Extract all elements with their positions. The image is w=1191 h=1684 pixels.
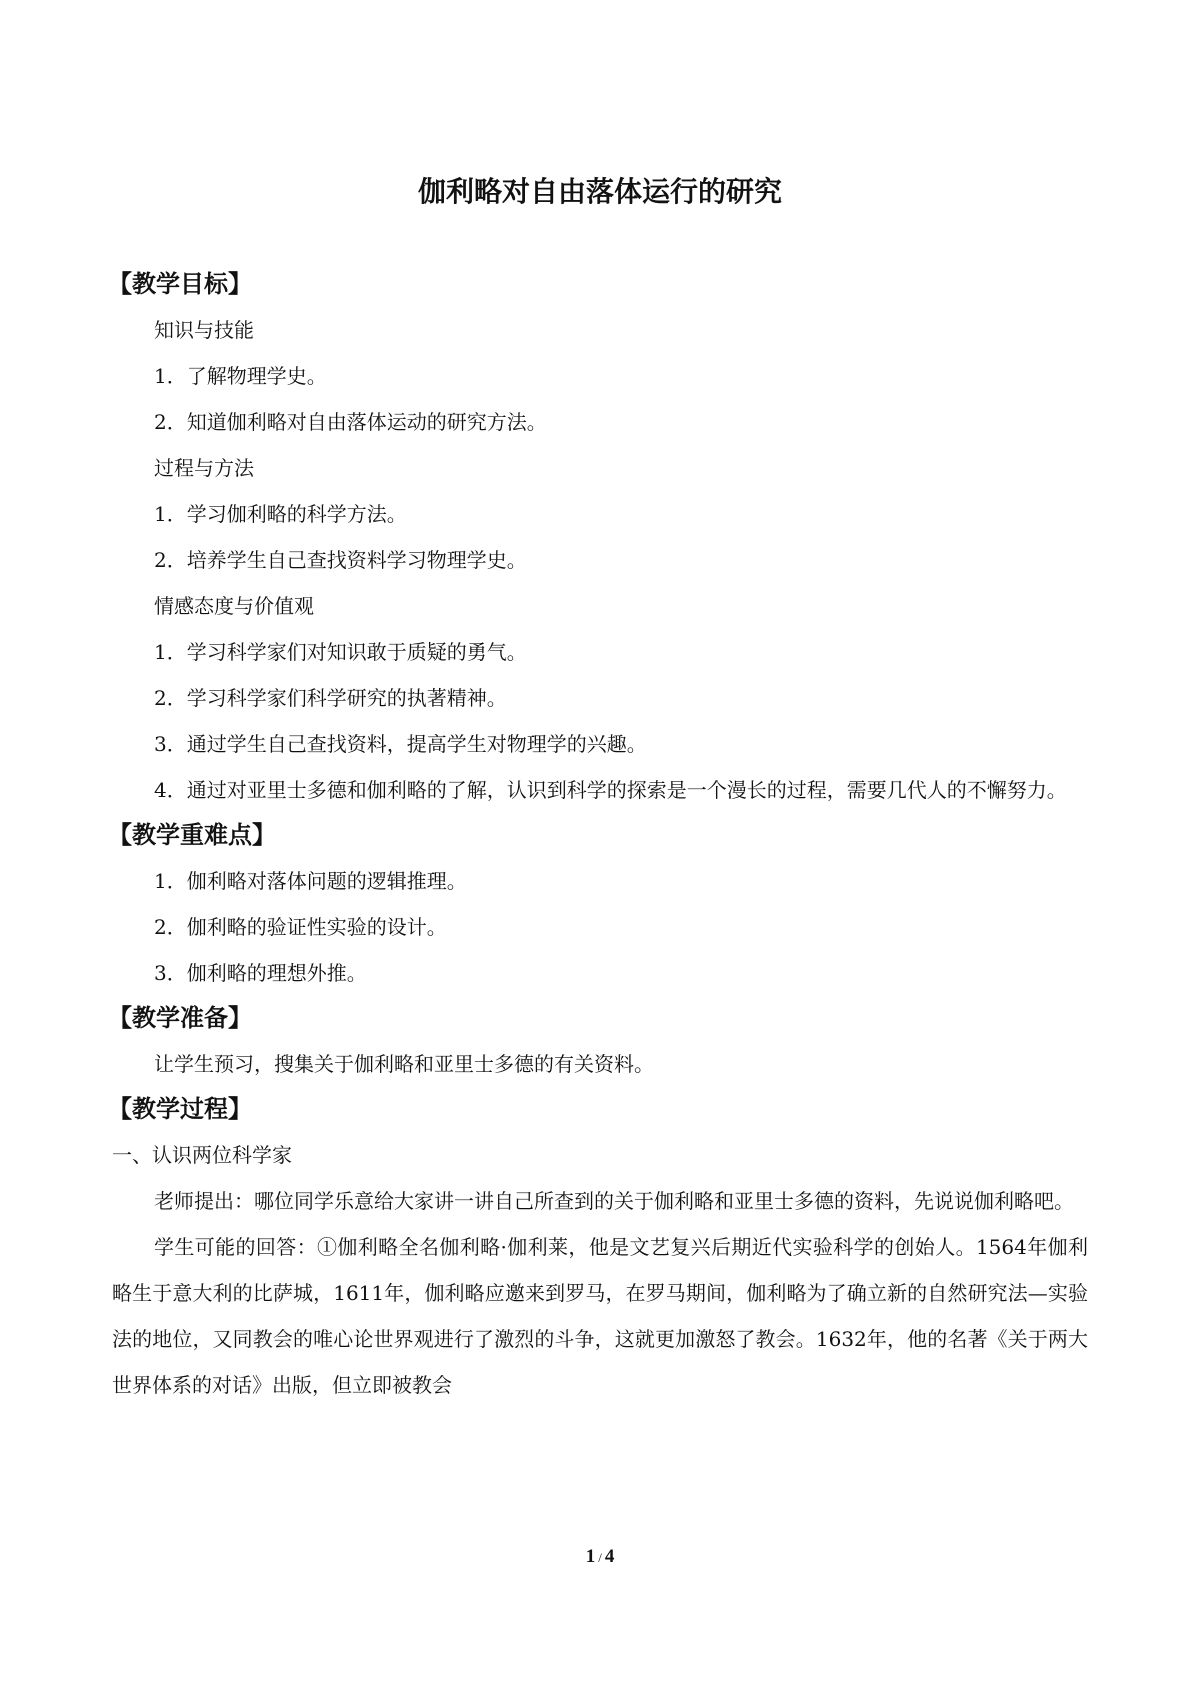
list-item: 2．学习科学家们科学研究的执著精神。: [154, 686, 507, 710]
total-pages-number: 4: [604, 1546, 615, 1567]
process-method-heading: 过程与方法: [154, 456, 254, 480]
preparation-heading: 【教学准备】: [108, 1004, 252, 1032]
list-item: 1．学习科学家们对知识敢于质疑的勇气。: [154, 640, 527, 664]
preparation-text: 让学生预习，搜集关于伽利略和亚里士多德的有关资料。: [154, 1052, 654, 1076]
page-number: [112, 1542, 1088, 1573]
list-item: 1．伽利略对落体问题的逻辑推理。: [154, 869, 467, 893]
list-item: 1．学习伽利略的科学方法。: [154, 502, 407, 526]
paragraph: 学生可能的回答：①伽利略全名伽利略·伽利莱，他是文艺复兴后期近代实验科学的创始人。1564年伽利略生于意大利的比萨城，1611年，伽利略应邀来到罗马，在罗马期间，伽利略为了确立新的自然研究法—实验法的地位，又同教会的唯心论世界观进行了激烈的斗争，这就更加激怒了教会。1632年，他的名著《关于两大世界体系的对话》出版，但立即被教会: [112, 1235, 1088, 1397]
process-heading: 【教学过程】: [108, 1095, 252, 1123]
page-separator: /: [598, 1550, 602, 1565]
list-item: 1．了解物理学史。: [154, 364, 327, 388]
current-page-number: 1: [585, 1546, 596, 1567]
paragraph: 老师提出：哪位同学乐意给大家讲一讲自己所查到的关于伽利略和亚里士多德的资料，先说说伽利略吧。: [154, 1189, 1074, 1213]
process-subheading: 一、认识两位科学家: [112, 1143, 292, 1167]
document-title: 伽利略对自由落体运行的研究: [417, 175, 782, 208]
list-item: 2．知道伽利略对自由落体运动的研究方法。: [154, 410, 547, 434]
objectives-heading: 【教学目标】: [108, 270, 252, 298]
document-body: [108, 262, 1088, 1408]
list-item: 2．伽利略的验证性实验的设计。: [154, 915, 447, 939]
list-item: 3．伽利略的理想外推。: [154, 961, 367, 985]
knowledge-heading: 知识与技能: [154, 318, 254, 342]
list-item: 4．通过对亚里士多德和伽利略的了解，认识到科学的探索是一个漫长的过程，需要几代人的不懈努力。: [154, 778, 1067, 802]
list-item: 2．培养学生自己查找资料学习物理学史。: [154, 548, 527, 572]
document-page: [108, 0, 1088, 1684]
emotion-heading: 情感态度与价值观: [154, 594, 314, 618]
list-item: 3．通过学生自己查找资料，提高学生对物理学的兴趣。: [154, 732, 647, 756]
key-points-heading: 【教学重难点】: [108, 821, 276, 849]
